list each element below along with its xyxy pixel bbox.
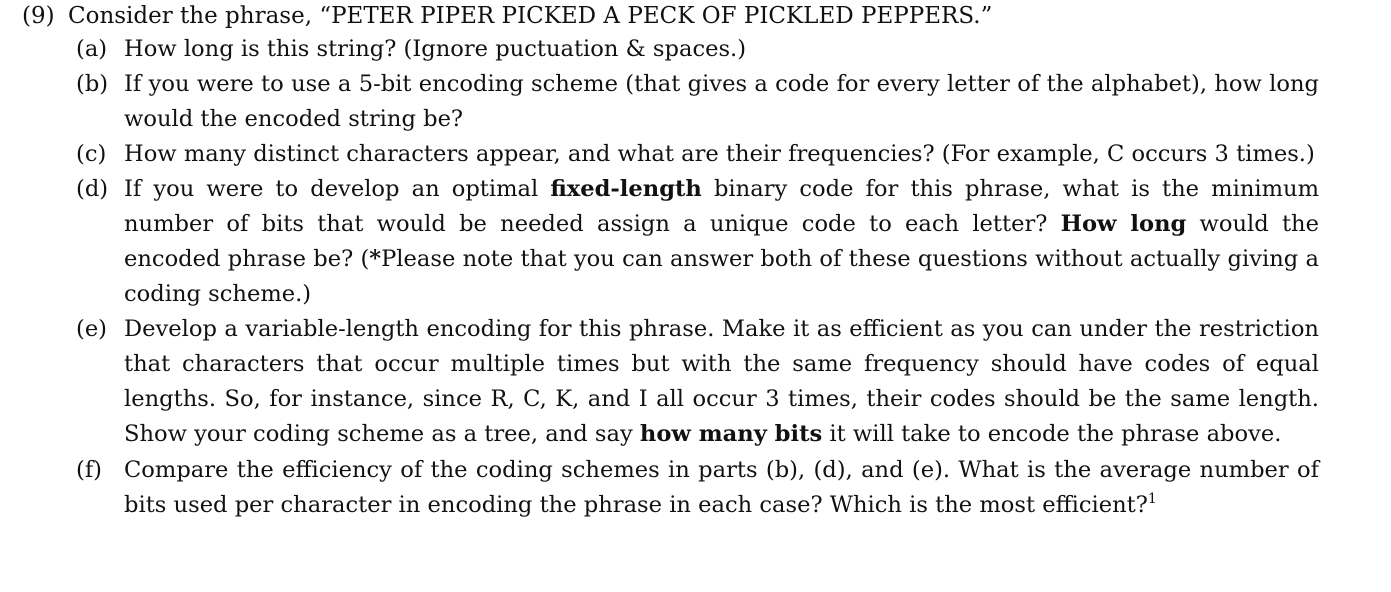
part-b: [76, 67, 1319, 137]
part-b-text: If you were to use a 5-bit encoding scheme (that gives a code for every letter of the alphabet), how long would the encoded string be?: [124, 71, 1319, 132]
part-d-text-4: Please note that you can answer both of these questions without actually giving a coding scheme.): [124, 246, 1319, 307]
part-c-label: (c): [76, 141, 107, 167]
part-a-text: How long is this string? (Ignore puctuation & spaces.): [124, 36, 747, 62]
part-d-bold-how-long: How long: [1060, 211, 1187, 237]
part-f-label: (f): [76, 457, 102, 483]
question-number: (9): [22, 3, 55, 29]
part-d-label: (d): [76, 176, 109, 202]
part-a-label: (a): [76, 36, 108, 62]
part-e: [76, 312, 1319, 452]
part-d-text-3: would the encoded phrase be? (: [124, 211, 1319, 272]
part-f-text-main: Compare the efficiency of the coding schemes in parts (b), (d), and (e). What is the average number of bits used per character in encoding the phrase in each case? Which is the most efficient?: [124, 457, 1319, 518]
question-intro: Consider the phrase, “PETER PIPER PICKED A PECK OF PICKLED PEPPERS.”: [68, 3, 993, 29]
part-d-text: [124, 172, 1319, 312]
part-b-label: (b): [76, 71, 109, 97]
part-d-text-2: binary code for this phrase, what is the minimum number of bits that would be needed assign a unique code to each letter?: [124, 176, 1319, 237]
part-d: [76, 172, 1319, 312]
part-e-text: [124, 312, 1319, 452]
part-e-bold-how-many-bits: how many bits: [639, 421, 823, 447]
part-a: [76, 32, 1319, 67]
footnote-marker: 1: [1147, 491, 1157, 507]
part-e-text-1: Develop a variable-length encoding for this phrase. Make it as efficient as you can under the restriction that characters that occur multiple times but with the same frequency should have codes of equal lengths. So, for instance, since R, C, K, and I all occur 3 times, their codes should be the same length. Show your coding scheme as a tree, and say: [124, 316, 1319, 447]
part-c: [76, 137, 1319, 172]
part-e-label: (e): [76, 316, 108, 342]
question-heading: [22, 0, 992, 32]
part-d-bold-fixed-length: fixed-length: [550, 176, 702, 202]
part-f: [76, 453, 1319, 523]
part-e-text-2: it will take to encode the phrase above.: [822, 421, 1282, 447]
part-d-bold-asterisk: *: [369, 246, 382, 272]
part-c-text: How many distinct characters appear, and what are their frequencies? (For example, C occurs 3 times.): [124, 141, 1315, 167]
part-d-text-1: If you were to develop an optimal: [124, 176, 551, 202]
part-f-text: [124, 453, 1319, 523]
